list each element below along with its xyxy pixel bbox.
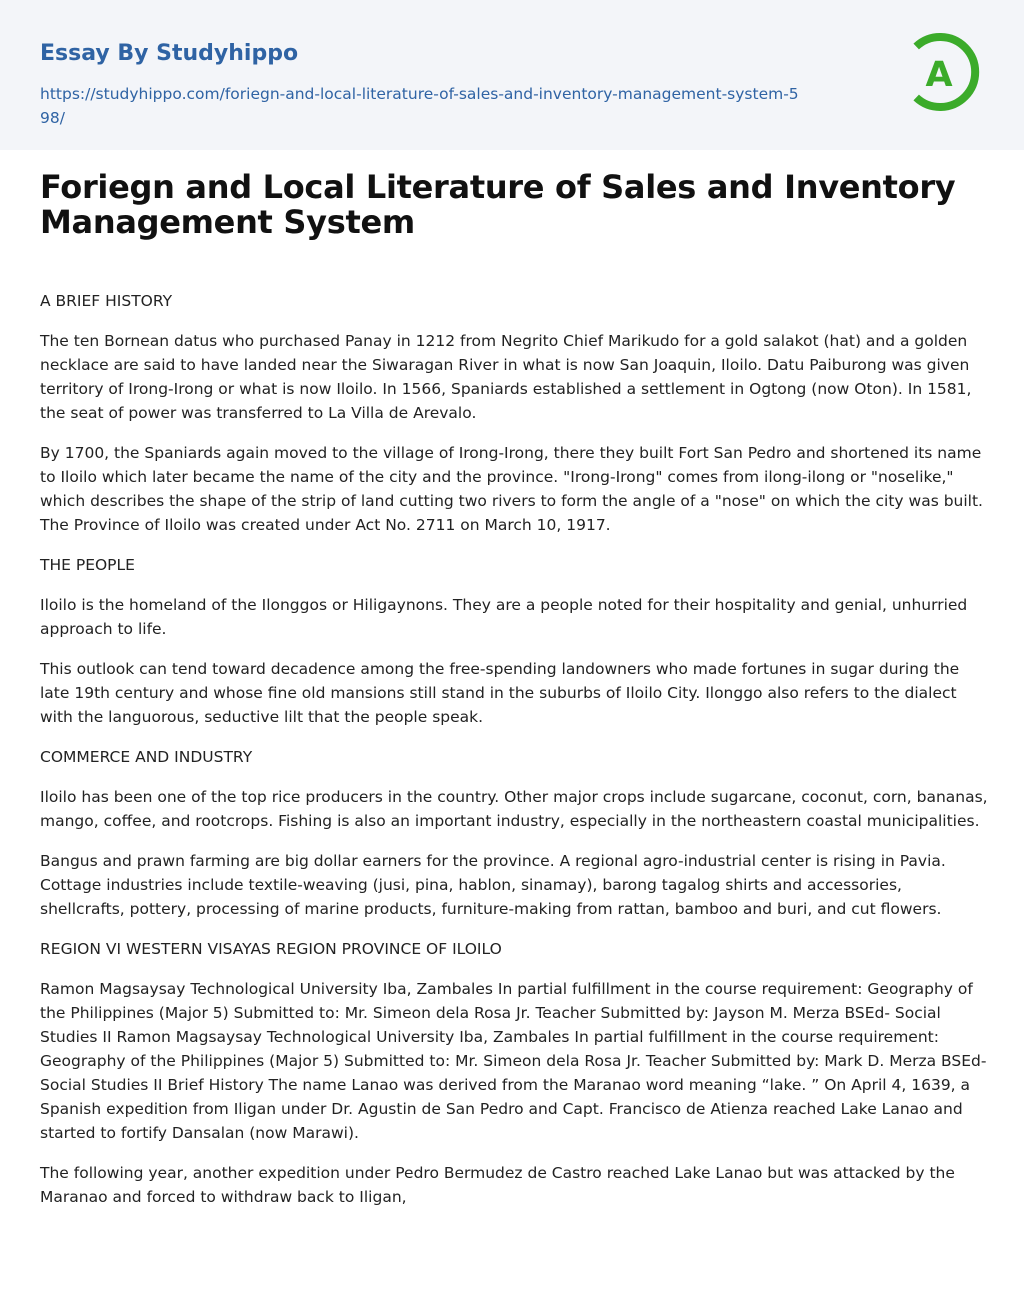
paragraph: Bangus and prawn farming are big dollar earners for the province. A regional agro-industrial center is rising in Pavia. Cottage industries include textile-weaving (jusi, pina, hablon, sinamay), barong tagalog shirts and accessories, shellcrafts, pottery, processing of marine products, furniture-making from rattan, bamboo and buri, and cut flowers. [40, 852, 946, 918]
site-header [0, 0, 1024, 150]
section-heading-brief-history: A BRIEF HISTORY [40, 292, 173, 310]
paragraph: By 1700, the Spaniards again moved to the village of Irong-Irong, there they built Fort San Pedro and shortened its name to Iloilo which later became the name of the city and the province. "Irong-Irong" comes from ilong-ilong or "noselike," which describes the shape of the strip of land cutting two rivers to form the angle of a "nose" on which the city was built. The Province of Iloilo was created under Act No. 2711 on March 10, 1917. [40, 444, 983, 534]
logo-letter: A [925, 55, 953, 95]
essay-title: Foriegn and Local Literature of Sales and Inventory Management System [40, 168, 956, 241]
paragraph: The following year, another expedition under Pedro Bermudez de Castro reached Lake Lanao but was attacked by the Maranao and forced to withdraw back to Iligan, [40, 1164, 955, 1206]
paragraph: Iloilo is the homeland of the Ilonggos or Hiligaynons. They are a people noted for their hospitality and genial, unhurried approach to life. [40, 596, 968, 638]
paragraph: Ramon Magsaysay Technological University Iba, Zambales In partial fulfillment in the course requirement: Geography of the Philippines (Major 5) Submitted to: Mr. Simeon dela Rosa Jr. Teacher Submitted by: Jayson M. Merza BSEd- Social Studies II Ramon Magsaysay Technological University Iba, Zambales In partial fulfillment in the course requirement: Geography of the Philippines (Major 5) Submitted to: Mr. Simeon dela Rosa Jr. Teacher Submitted by: Mark D. Merza BSEd- Social Studies II Brief History The name Lanao was derived from the Maranao word meaning “lake. ” On April 4, 1639, a Spanish expedition from Iligan under Dr. Agustin de San Pedro and Capt. Francisco de Atienza reached Lake Lanao and started to fortify Dansalan (now Marawi). [40, 980, 987, 1142]
section-heading-the-people: THE PEOPLE [40, 556, 135, 574]
paragraph: The ten Bornean datus who purchased Panay in 1212 from Negrito Chief Marikudo for a gold salakot (hat) and a golden necklace are said to have landed near the Siwaragan River in what is now San Joaquin, Iloilo. Datu Paiburong was given territory of Irong-Irong or what is now Iloilo. In 1566, Spaniards established a settlement in Ogtong (now Oton). In 1581, the seat of power was transferred to La Villa de Arevalo. [40, 332, 972, 422]
essay-url-link[interactable]: https://studyhippo.com/foriegn-and-local-literature-of-sales-and-inventory-management-system-598/ [40, 85, 799, 127]
studyhippo-logo-icon[interactable] [908, 29, 988, 115]
essay-body [40, 289, 990, 1225]
paragraph: This outlook can tend toward decadence among the free-spending landowners who made fortunes in sugar during the late 19th century and whose fine old mansions still stand in the suburbs of Iloilo City. Ilonggo also refers to the dialect with the languorous, seductive lilt that the people speak. [40, 660, 960, 726]
section-heading-region: REGION VI WESTERN VISAYAS REGION PROVINCE OF ILOILO [40, 940, 502, 958]
paragraph: Iloilo has been one of the top rice producers in the country. Other major crops include sugarcane, coconut, corn, bananas, mango, coffee, and rootcrops. Fishing is also an important industry, especially in the northeastern coastal municipalities. [40, 788, 988, 830]
brand-link[interactable]: Essay By Studyhippo [40, 41, 299, 66]
section-heading-commerce-and-industry: COMMERCE AND INDUSTRY [40, 748, 253, 766]
